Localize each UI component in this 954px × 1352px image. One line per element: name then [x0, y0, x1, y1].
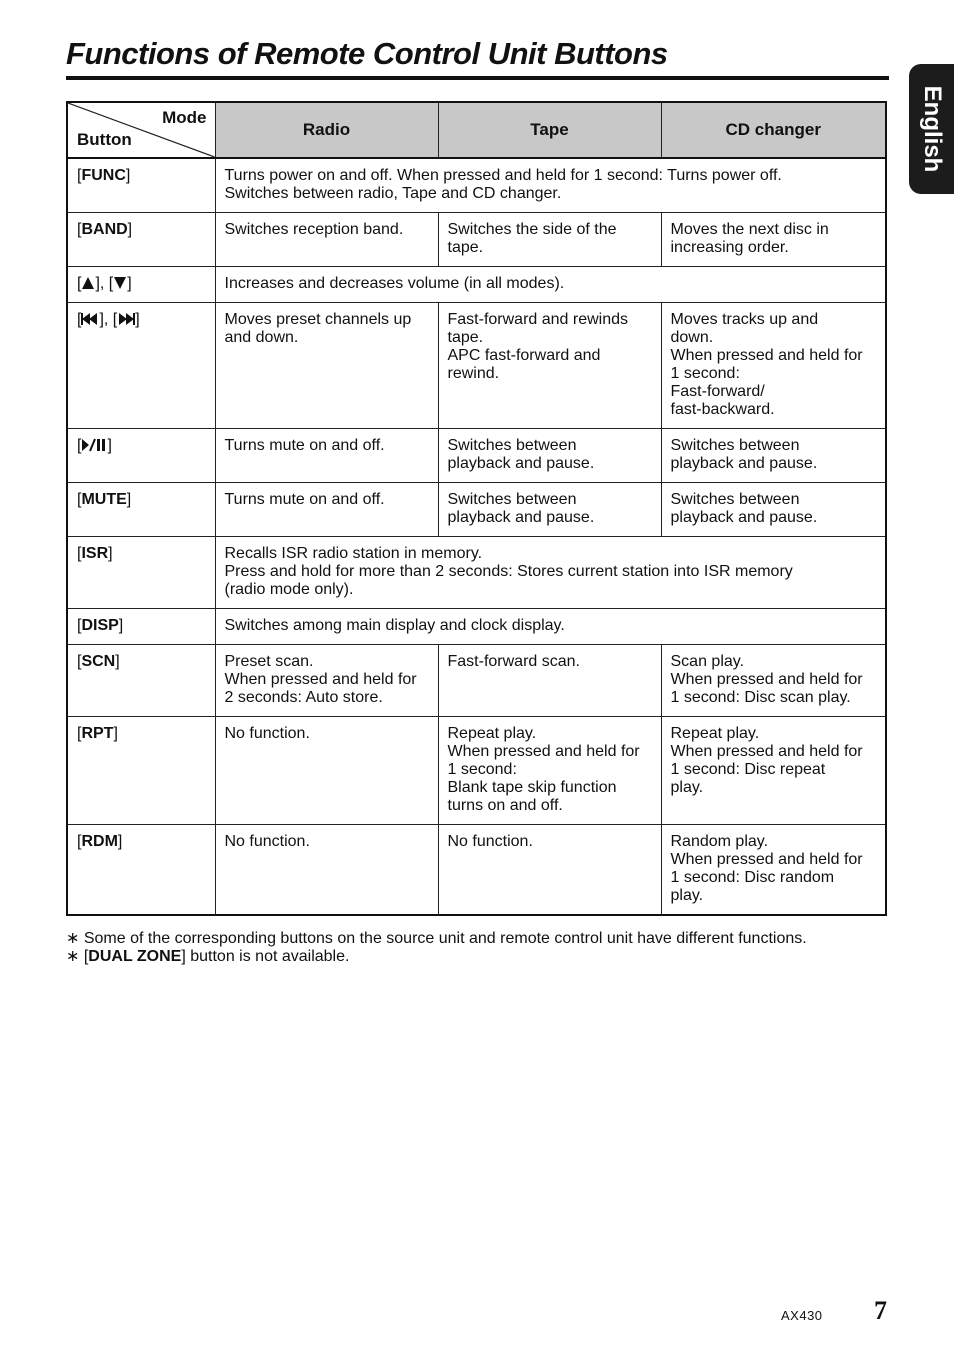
desc-cell-radio — [215, 483, 438, 537]
page-title: Functions of Remote Control Unit Buttons — [66, 36, 668, 71]
desc-line: Switches reception band. — [224, 221, 404, 238]
desc-line: and down. — [224, 329, 299, 346]
desc-line: Fast-forward/ — [670, 383, 765, 400]
button-cell-isr: [ISR] — [67, 537, 215, 609]
desc-line: Switches between — [670, 491, 800, 508]
model-number: AX430 — [781, 1308, 823, 1323]
mode-button-corner-cell — [67, 102, 215, 158]
previous-icon — [81, 312, 99, 326]
desc-line: Scan play. — [670, 653, 745, 670]
mode-header: Mode — [162, 108, 207, 127]
desc-cell-tape — [438, 429, 661, 483]
footnote-key: DUAL ZONE — [88, 948, 182, 965]
button-cell-skip: [ ], [ ] — [67, 303, 215, 429]
footnote-1 — [66, 930, 807, 948]
desc-line: playback and pause. — [447, 455, 595, 472]
desc-line: APC fast-forward and — [447, 347, 601, 364]
button-cell-disp: [DISP] — [67, 609, 215, 645]
button-cell-play-pause: [ ] — [67, 429, 215, 483]
desc-line: down. — [670, 329, 714, 346]
table-row-rpt — [67, 717, 886, 825]
desc-line: 1 second: — [670, 365, 740, 382]
desc-line: Preset scan. — [224, 653, 314, 670]
table-row-rdm — [67, 825, 886, 916]
desc-line: When pressed and held for — [670, 347, 863, 364]
desc-line: No function. — [224, 725, 310, 742]
footnote-text: button is not available. — [190, 948, 350, 965]
button-label: SCN — [81, 653, 116, 670]
table-row-disp — [67, 609, 886, 645]
desc-line: Repeat play. — [670, 725, 760, 742]
desc-cell-cd — [661, 483, 886, 537]
desc-line: 1 second: Disc random — [670, 869, 835, 886]
desc-line: Moves tracks up and — [670, 311, 819, 328]
asterisk-bullet: ∗ — [66, 930, 80, 947]
table-row-band — [67, 213, 886, 267]
desc-cell-tape — [438, 303, 661, 429]
desc-line: Turns mute on and off. — [224, 491, 385, 508]
desc-line: Blank tape skip function — [447, 779, 617, 796]
page-number: 7 — [874, 1296, 887, 1325]
button-label: FUNC — [81, 167, 126, 184]
title-rule — [66, 76, 889, 80]
desc-line: Switches the side of the — [447, 221, 617, 238]
desc-line: turns on and off. — [447, 797, 563, 814]
desc-line: Press and hold for more than 2 seconds: Stores current station into ISR memory — [224, 563, 793, 580]
button-cell-rdm: [RDM] — [67, 825, 215, 916]
button-header: Button — [77, 130, 132, 149]
button-label: BAND — [81, 221, 128, 238]
desc-line: fast-backward. — [670, 401, 775, 418]
table-row-volume — [67, 267, 886, 303]
desc-cell-cd — [661, 213, 886, 267]
desc-line: play. — [670, 779, 704, 796]
functions-table — [66, 101, 887, 916]
desc-line: Moves preset channels up — [224, 311, 412, 328]
button-label: ISR — [81, 545, 109, 562]
desc-line: Increases and decreases volume (in all modes). — [224, 275, 565, 292]
up-triangle-icon — [81, 276, 95, 290]
desc-line: tape. — [447, 239, 484, 256]
desc-cell-all-modes — [215, 267, 886, 303]
desc-line: Moves the next disc in — [670, 221, 829, 238]
desc-line: Repeat play. — [447, 725, 537, 742]
desc-line: increasing order. — [670, 239, 789, 256]
desc-line: When pressed and held for — [224, 671, 417, 688]
radio-header: Radio — [215, 102, 438, 158]
desc-cell-tape — [438, 213, 661, 267]
desc-line: Recalls ISR radio station in memory. — [224, 545, 483, 562]
table-row-play-pause — [67, 429, 886, 483]
desc-line: 1 second: Disc scan play. — [670, 689, 851, 706]
desc-cell-radio — [215, 429, 438, 483]
desc-line: playback and pause. — [447, 509, 595, 526]
language-tab-label: English — [918, 85, 946, 173]
desc-cell-radio — [215, 213, 438, 267]
desc-cell-cd — [661, 429, 886, 483]
desc-cell-cd — [661, 645, 886, 717]
desc-cell-radio — [215, 645, 438, 717]
desc-line: play. — [670, 887, 704, 904]
button-cell-func: [FUNC] — [67, 158, 215, 213]
desc-cell-tape — [438, 483, 661, 537]
desc-line: Switches between — [447, 437, 577, 454]
desc-cell-radio — [215, 825, 438, 916]
desc-line: Switches between — [447, 491, 577, 508]
desc-line: When pressed and held for — [670, 851, 863, 868]
desc-line: playback and pause. — [670, 509, 818, 526]
desc-cell-tape — [438, 645, 661, 717]
tape-header: Tape — [438, 102, 661, 158]
button-cell-rpt: [RPT] — [67, 717, 215, 825]
footnotes — [66, 930, 807, 966]
table-row-mute — [67, 483, 886, 537]
button-cell-scn: [SCN] — [67, 645, 215, 717]
table-row-isr — [67, 537, 886, 609]
down-triangle-icon — [113, 276, 127, 290]
table-row-func — [67, 158, 886, 213]
next-icon — [117, 312, 135, 326]
button-label: RDM — [81, 833, 118, 850]
desc-line: 1 second: — [447, 761, 517, 778]
desc-cell-cd — [661, 825, 886, 916]
button-label: DISP — [81, 617, 119, 634]
header-row — [67, 102, 886, 158]
desc-line: When pressed and held for — [670, 743, 863, 760]
cd-changer-header: CD changer — [661, 102, 886, 158]
desc-line: When pressed and held for — [670, 671, 863, 688]
button-cell-volume: [ ], [ ] — [67, 267, 215, 303]
button-label: MUTE — [81, 491, 127, 508]
desc-line: Switches between radio, Tape and CD changer. — [224, 185, 562, 202]
desc-line: playback and pause. — [670, 455, 818, 472]
desc-cell-all-modes — [215, 609, 886, 645]
desc-cell-radio — [215, 717, 438, 825]
desc-cell-radio — [215, 303, 438, 429]
desc-line: Fast-forward and rewinds — [447, 311, 629, 328]
footnote-2: ∗ [DUAL ZONE] button is not available. — [66, 948, 350, 965]
desc-line: Fast-forward scan. — [447, 653, 580, 670]
desc-line: No function. — [447, 833, 533, 850]
button-cell-mute: [MUTE] — [67, 483, 215, 537]
footnote-text: Some of the corresponding buttons on the source unit and remote control unit have different functions. — [83, 930, 807, 947]
desc-line: Switches among main display and clock display. — [224, 617, 565, 634]
desc-line: Turns mute on and off. — [224, 437, 385, 454]
desc-line: Turns power on and off. When pressed and held for 1 second: Turns power off. — [224, 167, 782, 184]
desc-cell-cd — [661, 303, 886, 429]
table-row-scn — [67, 645, 886, 717]
desc-line: Switches between — [670, 437, 800, 454]
desc-line: tape. — [447, 329, 484, 346]
desc-line: rewind. — [447, 365, 500, 382]
desc-cell-tape — [438, 825, 661, 916]
asterisk-bullet: ∗ — [66, 948, 80, 965]
play-pause-icon — [81, 438, 107, 452]
button-label: RPT — [81, 725, 114, 742]
desc-line: No function. — [224, 833, 310, 850]
language-tab — [909, 64, 954, 194]
desc-line: When pressed and held for — [447, 743, 640, 760]
table-row-skip — [67, 303, 886, 429]
desc-cell-cd — [661, 717, 886, 825]
desc-cell-all-modes — [215, 537, 886, 609]
desc-line: 2 seconds: Auto store. — [224, 689, 383, 706]
button-cell-band: [BAND] — [67, 213, 215, 267]
desc-cell-all-modes — [215, 158, 886, 213]
desc-line: Random play. — [670, 833, 769, 850]
desc-line: 1 second: Disc repeat — [670, 761, 826, 778]
desc-line: (radio mode only). — [224, 581, 354, 598]
desc-cell-tape — [438, 717, 661, 825]
